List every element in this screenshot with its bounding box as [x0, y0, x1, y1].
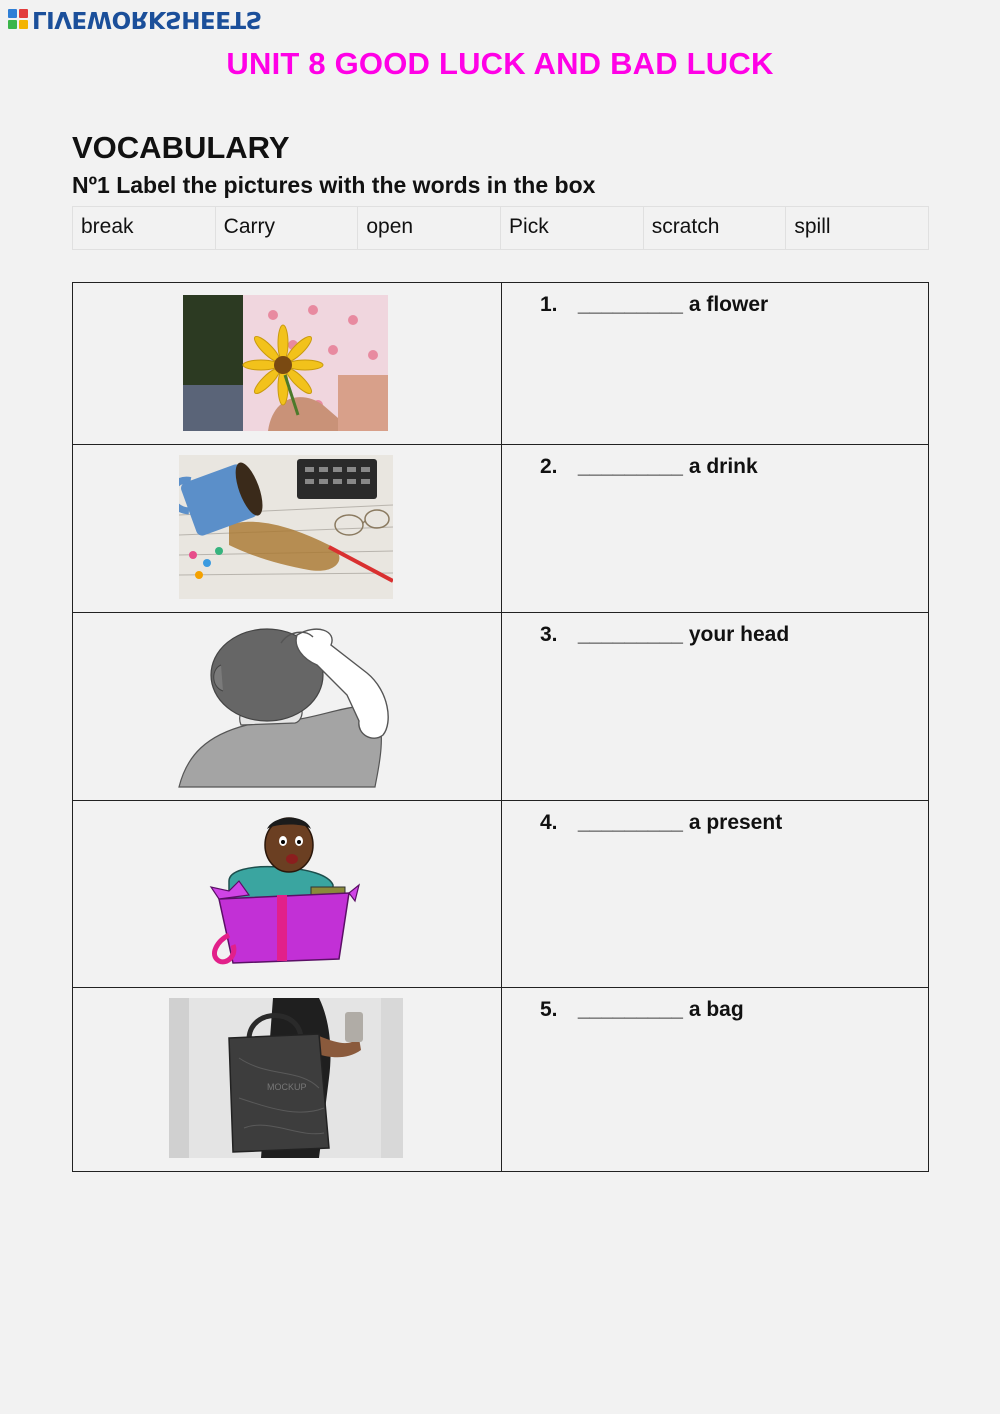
item-number: 4. [540, 811, 558, 834]
item-text: a drink [688, 455, 758, 478]
item-text: a flower [688, 293, 769, 316]
label-cell [502, 613, 929, 801]
item-text: a bag [688, 998, 744, 1021]
item-label [540, 293, 768, 317]
table-row [73, 988, 929, 1172]
item-text: a present [688, 811, 783, 834]
exercise-instruction: Nº1 Label the pictures with the words in the box [72, 172, 596, 198]
item-text: your head [688, 623, 790, 646]
picture-cell [73, 613, 502, 801]
answer-blank[interactable]: _________ [577, 623, 683, 646]
logo-text: LIVEWORKSHEETS [32, 6, 262, 32]
table-row [73, 445, 929, 613]
word-box-item: open [358, 207, 501, 249]
answer-blank[interactable]: _________ [577, 455, 683, 478]
picture-cell [73, 283, 502, 445]
item-label [540, 455, 758, 479]
word-box-item: break [73, 207, 216, 249]
word-box [72, 206, 929, 250]
answer-blank[interactable]: _________ [577, 811, 683, 834]
item-number: 1. [540, 293, 558, 316]
opening-present-picture [209, 815, 363, 967]
carry-bag-picture [169, 998, 403, 1158]
liveworksheets-logo [8, 6, 262, 32]
label-cell [502, 445, 929, 613]
word-box-item: spill [794, 215, 831, 238]
item-number: 3. [540, 623, 558, 646]
page-title: UNIT 8 GOOD LUCK AND BAD LUCK [226, 46, 774, 81]
svg-text:MOCKUP: MOCKUP [267, 1082, 307, 1092]
item-label [540, 811, 782, 835]
answer-blank[interactable]: _________ [577, 998, 683, 1021]
label-cell [502, 283, 929, 445]
picture-cell [73, 445, 502, 613]
label-cell [502, 801, 929, 988]
label-cell [502, 988, 929, 1172]
item-number: 2. [540, 455, 558, 478]
flower-picture [183, 295, 388, 431]
scratching-head-picture [177, 625, 395, 789]
item-number: 5. [540, 998, 558, 1021]
picture-cell [73, 801, 502, 988]
word-box-item: Carry [216, 207, 359, 249]
section-heading: VOCABULARY [72, 130, 290, 165]
table-row [73, 613, 929, 801]
table-row [73, 283, 929, 445]
word-box-item: scratch [644, 207, 787, 249]
picture-cell [73, 988, 502, 1172]
logo-blocks-icon [8, 9, 28, 29]
word-box-item: Pick [501, 207, 644, 249]
table-row [73, 801, 929, 988]
answer-blank[interactable]: _________ [577, 293, 683, 316]
item-label [540, 998, 744, 1022]
spilled-drink-picture [179, 455, 393, 599]
item-label [540, 623, 789, 647]
exercise-table [72, 282, 929, 1172]
